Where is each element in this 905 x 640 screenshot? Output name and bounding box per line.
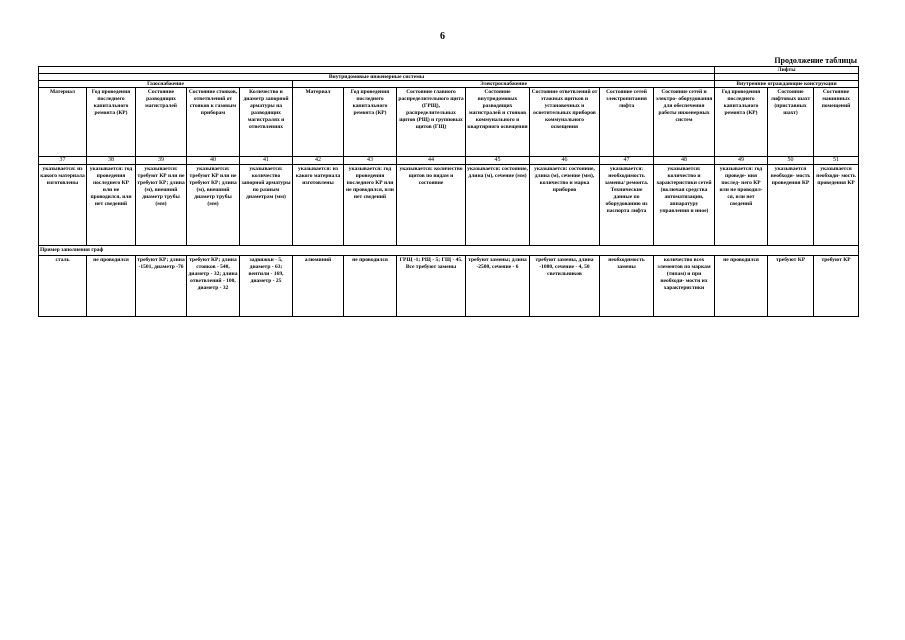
group-lifts: Лифты: [715, 67, 859, 74]
column-number: 49: [715, 157, 768, 165]
header-cell: Количество и диаметр запорной арматуры на разводящих магистралях и ответвлениях: [240, 88, 293, 157]
example-label: Пример заполнения граф: [39, 246, 859, 256]
column-number: 39: [136, 157, 187, 165]
column-number: 48: [654, 157, 715, 165]
page-number: 6: [440, 31, 445, 42]
description-cell: указывается: количество запорной арматуры по разным диаметрам (мм): [240, 165, 293, 246]
header-cell: Год проведения последнего капитального ремонта (КР): [344, 88, 397, 157]
column-number: 44: [397, 157, 466, 165]
group-gas: Газоснабжение: [39, 81, 293, 88]
example-cell: необходимость замены: [600, 256, 654, 317]
group-empty: [39, 67, 715, 74]
column-number: 41: [240, 157, 293, 165]
header-cell: Состояние машинных помещений: [814, 88, 859, 157]
group-electric: Электроснабжение: [293, 81, 715, 88]
group-row-top: [39, 67, 859, 74]
header-cell: Год проведения последнего капитального ремонта (КР): [715, 88, 768, 157]
document-table: [38, 66, 859, 317]
example-cell: требуют КР: [768, 256, 814, 317]
example-cell: не проводился: [87, 256, 136, 317]
example-label-row: [39, 246, 859, 256]
example-row: [39, 256, 859, 317]
description-cell: указывается необходи- мость проведения КР: [814, 165, 859, 246]
description-cell: указывается: из какого материала изготовлены: [39, 165, 87, 246]
example-cell: задвижки - 5, диаметр - 63; вентили - 169, диаметр - 25: [240, 256, 293, 317]
column-number: 37: [39, 157, 87, 165]
description-cell: указывается: год проведения последнего КР или не проводился, или нет сведений: [344, 165, 397, 246]
description-cell: указывается: год проведе- ния послед- него КР или не проводил- ся, или нет сведений: [715, 165, 768, 246]
group-lifts-cont: [715, 74, 859, 81]
group-row-systems: [39, 74, 859, 81]
group-internal-systems: Внутридомовые инженерные системы: [39, 74, 715, 81]
header-cell: Состояние внутридомовых разводящих магистралей и стояков коммунального и квартирного освещения: [466, 88, 530, 157]
header-cell: Год проведения последнего капитального ремонта (КР): [87, 88, 136, 157]
description-cell: указывается: необходимость замены/ ремонта. Технические данные по оборудованию из паспорта лифта: [600, 165, 654, 246]
description-cell: указывается: количество щитов по видам и состояние: [397, 165, 466, 246]
example-cell: сталь: [39, 256, 87, 317]
column-number: 45: [466, 157, 530, 165]
header-row: [39, 88, 859, 157]
example-cell: ГРЩ -1; РЩ - 5; ГЩ - 45. Все требуют замены: [397, 256, 466, 317]
header-cell: Материал: [293, 88, 344, 157]
description-cell: указывается: год проведения последнего КР или не проводился, или нет сведений: [87, 165, 136, 246]
example-cell: требуют КР: [814, 256, 859, 317]
header-cell: Материал: [39, 88, 87, 157]
example-cell: не проводился: [715, 256, 768, 317]
description-cell: указывается необходи- мость проведения КР: [768, 165, 814, 246]
header-cell: Состояние сетей и электро- оборудования для обеспечения работы инженерных систем: [654, 88, 715, 157]
header-cell: Состояние сетей электропитания лифта: [600, 88, 654, 157]
description-cell: указывается: из какого материала изготовлены: [293, 165, 344, 246]
column-number: 51: [814, 157, 859, 165]
column-number: 47: [600, 157, 654, 165]
header-cell: Состояние разводящих магистралей: [136, 88, 187, 157]
column-number: 38: [87, 157, 136, 165]
header-cell: Состояние лифтовых шахт (приставных шахт): [768, 88, 814, 157]
group-internal-structures: Внутренние ограждающие конструкции: [715, 81, 859, 88]
description-cell: указывается: требуют КР или не требуют КР; длина (м), внешний диаметр трубы (мм): [187, 165, 240, 246]
header-cell: Состояние ответвлений от этажных щитков и установочных и осветительных приборов коммунального освещения: [530, 88, 600, 157]
example-cell: требуют КР; длина -1501, диаметр -76: [136, 256, 187, 317]
example-cell: требуют КР; длина стояков - 540, диаметр - 32; длина ответвлений - 100, диаметр - 32: [187, 256, 240, 317]
description-cell: указывается: состояние, длина (м), сечение (мм): [466, 165, 530, 246]
example-cell: требуют замены, длина -1080, сечение - 4, 50 светильников: [530, 256, 600, 317]
example-cell: требуют замены; длина -2500, сечение - 6: [466, 256, 530, 317]
column-number: 46: [530, 157, 600, 165]
example-cell: алюминий: [293, 256, 344, 317]
example-cell: не проводился: [344, 256, 397, 317]
description-cell: указывается: требуют КР или не требуют КР; длина (м), внешний диаметр трубы (мм): [136, 165, 187, 246]
group-row-sub: [39, 81, 859, 88]
column-number: 40: [187, 157, 240, 165]
header-cell: Состояние главного распределительного щита (ГРЩ), распределительных щитов (РЩ) и групповых щитов (ГЩ): [397, 88, 466, 157]
table-continuation-label: Продолжение таблицы: [774, 56, 857, 65]
description-row: [39, 165, 859, 246]
description-cell: указывается: количество и характеристики сетей (включая средства автоматизации, аппаратуру управления и иное): [654, 165, 715, 246]
header-cell: Состояние стояков, ответвлений от стояков к газовым приборам: [187, 88, 240, 157]
column-number: 43: [344, 157, 397, 165]
example-cell: количество всех элементов по маркам (типам) и при необходи- мости их характеристики: [654, 256, 715, 317]
column-number: 50: [768, 157, 814, 165]
column-number: 42: [293, 157, 344, 165]
column-number-row: [39, 157, 859, 165]
description-cell: указывается: состояние, длина (м), сечение (мм), количество и марка приборов: [530, 165, 600, 246]
